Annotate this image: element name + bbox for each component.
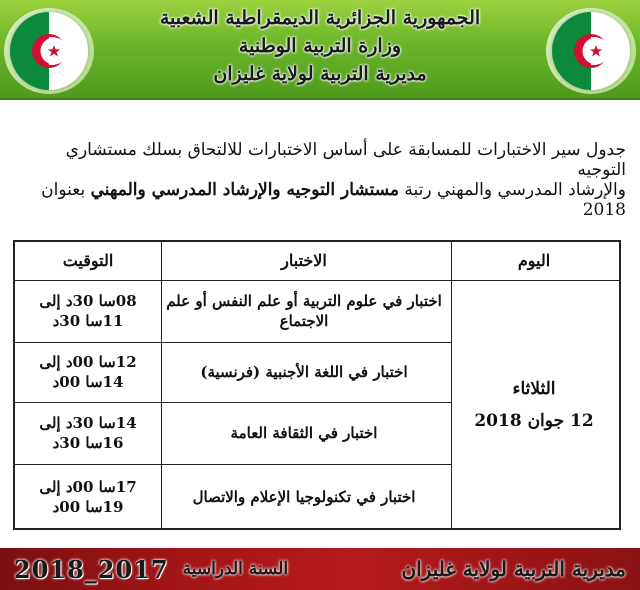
school-year: 2018_2017 xyxy=(14,554,169,584)
crescent-star-icon xyxy=(552,12,630,90)
crescent-star-icon xyxy=(10,12,88,90)
republic-title: الجمهورية الجزائرية الديمقراطية الشعبية xyxy=(159,7,481,29)
day-date: 12 جوان 2018 xyxy=(474,411,594,431)
intro-text: والإرشاد المدرسي والمهني رتبة xyxy=(399,180,626,200)
time-cell: 08سا 30د إلى 11سا 30د xyxy=(39,292,137,330)
time-cell: 14سا 30د إلى 16سا 30د xyxy=(39,414,137,452)
header-banner xyxy=(0,0,640,100)
footer-year-group xyxy=(14,555,288,584)
header-day: اليوم xyxy=(517,251,551,270)
intro-rank: مستشار التوجيه والإرشاد المدرسي والمهني xyxy=(90,180,399,200)
day-name: الثلاثاء xyxy=(512,379,556,399)
footer-directorate: مديرية التربية لولاية غليزان xyxy=(401,557,626,581)
flag-emblem xyxy=(10,12,88,90)
exam-schedule-table xyxy=(13,240,621,530)
header-exam: الاختبار xyxy=(281,251,327,270)
intro-line-2 xyxy=(14,180,626,220)
ministry-title: وزارة التربية الوطنية xyxy=(238,35,402,57)
intro-year: بعنوان 2018 xyxy=(41,180,626,220)
directorate-title: مديرية التربية لولاية غليزان xyxy=(213,63,427,85)
algeria-flag-right xyxy=(546,8,636,94)
flag-emblem xyxy=(552,12,630,90)
header-time: التوقيت xyxy=(62,251,114,270)
exam-cell: اختبار في علوم التربية أو علم النفس أو علم الاجتماع xyxy=(166,292,442,330)
exam-cell: اختبار في اللغة الأجنبية (فرنسية) xyxy=(200,363,408,381)
exam-cell: اختبار في الثقافة العامة xyxy=(230,424,378,442)
school-year-label: السنة الدراسية xyxy=(182,559,289,579)
algeria-flag-left xyxy=(4,8,94,94)
footer-banner xyxy=(0,548,640,590)
time-cell: 17سا 00د إلى 19سا 00د xyxy=(39,478,137,516)
intro-line-1: جدول سير الاختبارات للمسابقة على أساس الاختبارات للالتحاق بسلك مستشاري التوجيه xyxy=(65,140,626,180)
exam-cell: اختبار في تكنولوجيا الإعلام والاتصال xyxy=(192,488,416,506)
day-cell xyxy=(449,280,619,530)
time-cell: 12سا 00د إلى 14سا 00د xyxy=(39,353,137,391)
header-titles xyxy=(150,4,490,88)
